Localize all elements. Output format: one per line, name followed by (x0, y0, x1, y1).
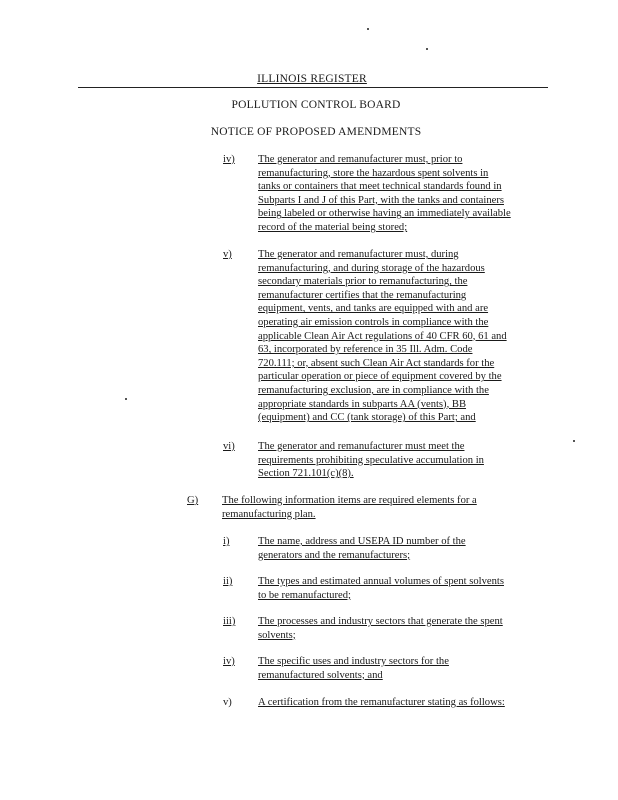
text-line: 720.111; or, absent such Clean Air Act standards for the (258, 357, 495, 369)
register-title: ILLINOIS REGISTER (257, 73, 367, 85)
text-line: The processes and industry sectors that generate the spent (258, 616, 503, 627)
text-line: The types and estimated annual volumes of spent solvents (258, 576, 504, 587)
text-line: applicable Clean Air Act regulations of 40 CFR 60, 61 and (258, 330, 507, 342)
item-marker: iii) (223, 616, 236, 627)
text-line: Section 721.101(c)(8). (258, 468, 354, 480)
text-line: appropriate standards in subparts AA (vents), BB (258, 398, 467, 410)
item-text (258, 535, 553, 562)
item-text (258, 440, 553, 481)
scan-speck (426, 48, 428, 50)
text-line: secondary materials prior to remanufacturing, the (258, 276, 468, 288)
text-line: remanufacturer certifies that the remanufacturing (258, 289, 467, 301)
scan-speck (125, 398, 127, 400)
item-marker: iv) (223, 656, 235, 667)
item-marker: v) (223, 697, 232, 708)
text-line: generators and the remanufacturers; (258, 549, 411, 561)
text-line: requirements prohibiting speculative accumulation in (258, 454, 484, 466)
text-line: 63, incorporated by reference in 35 Ill. Adm. Code (258, 344, 473, 356)
item-marker: iv) (223, 154, 235, 165)
text-line: A certification from the remanufacturer stating as follows: (258, 697, 505, 708)
text-line: remanufacturing plan. (222, 508, 316, 520)
board-title: POLLUTION CONTROL BOARD (231, 99, 401, 111)
item-marker: G) (187, 495, 199, 506)
scan-speck (573, 440, 575, 442)
text-line: The generator and remanufacturer must, prior to (258, 154, 463, 165)
text-line: The name, address and USEPA ID number of the (258, 536, 466, 547)
text-line: remanufacturing, store the hazardous spent solvents in (258, 167, 489, 179)
item-marker: ii) (223, 576, 233, 587)
item-text (258, 575, 553, 602)
text-line: remanufactured solvents; and (258, 669, 383, 681)
text-line: remanufacturing exclusion, are in compliance with the (258, 384, 489, 396)
text-line: The specific uses and industry sectors for the (258, 656, 449, 667)
item-marker: i) (223, 536, 230, 547)
text-line: The generator and remanufacturer must meet the (258, 441, 465, 452)
text-line: record of the material being stored; (258, 221, 408, 233)
text-line: equipment, vents, and tanks are equipped with and are (258, 303, 489, 315)
text-line: Subparts I and J of this Part, with the tanks and containers (258, 194, 504, 206)
item-text (258, 153, 553, 235)
text-line: The following information items are required elements for a (222, 495, 477, 506)
text-line: particular operation or piece of equipment covered by the (258, 371, 502, 383)
item-text (258, 248, 553, 425)
header-rule (78, 87, 548, 88)
text-line: being labeled or otherwise having an immediately available (258, 208, 511, 220)
item-text (258, 655, 553, 682)
text-line: operating air emission controls in compliance with the (258, 316, 489, 328)
notice-title: NOTICE OF PROPOSED AMENDMENTS (210, 126, 422, 138)
item-text (258, 615, 553, 642)
text-line: The generator and remanufacturer must, during (258, 249, 459, 260)
text-line: tanks or containers that meet technical standards found in (258, 181, 502, 193)
scan-speck (367, 28, 369, 30)
text-line: (equipment) and CC (tank storage) of this Part; and (258, 412, 476, 424)
text-line: solvents; (258, 629, 296, 641)
item-marker: v) (223, 249, 232, 260)
item-text (222, 494, 552, 521)
item-text (258, 696, 553, 710)
item-marker: vi) (223, 441, 235, 452)
text-line: remanufacturing, and during storage of the hazardous (258, 262, 485, 274)
text-line: to be remanufactured; (258, 589, 351, 601)
